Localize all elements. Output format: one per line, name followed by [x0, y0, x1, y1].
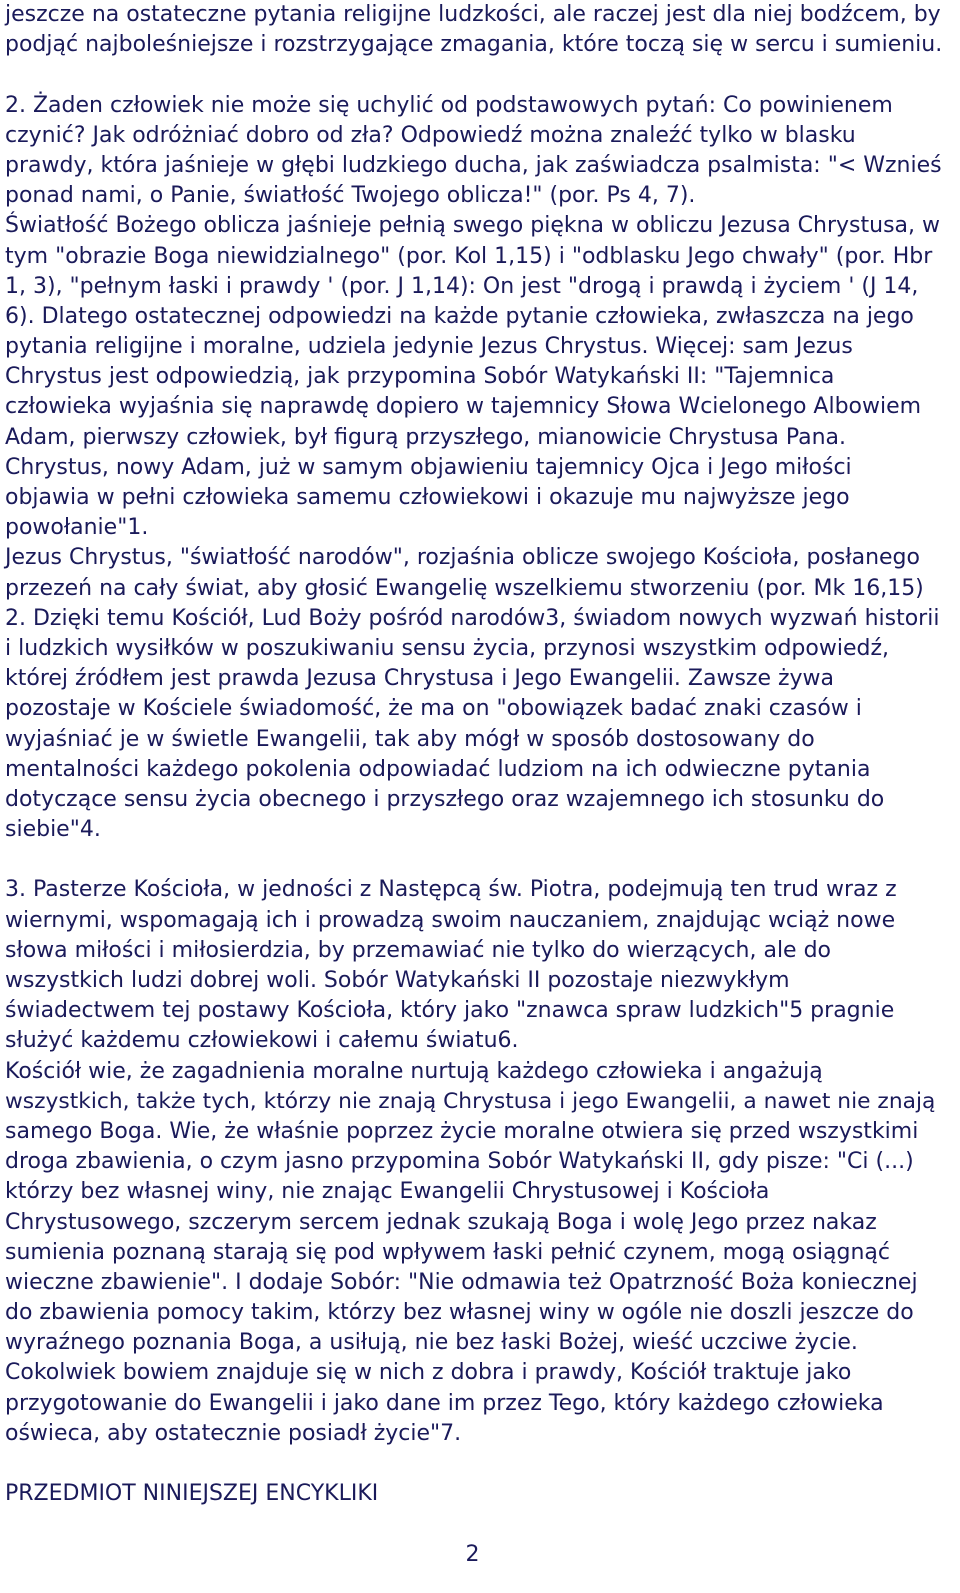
- text-line: prawdy, która jaśnieje w głębi ludzkiego ducha, jak zaświadcza psalmista: "< Wznieś: [5, 152, 942, 178]
- blank-line: [5, 60, 945, 90]
- text-line: tym "obrazie Boga niewidzialnego" (por. Kol 1,15) i "odblasku Jego chwały" (por. Hbr: [5, 243, 933, 269]
- text-line: Kościół wie, że zagadnienia moralne nurtują każdego człowieka i angażują: [5, 1058, 823, 1084]
- text-line: wszystkich, także tych, którzy nie znają Chrystusa i jego Ewangelii, a nawet nie znają: [5, 1088, 936, 1114]
- text-line: PRZEDMIOT NINIEJSZEJ ENCYKLIKI: [5, 1481, 379, 1507]
- text-line: 3. Pasterze Kościoła, w jedności z Następcą św. Piotra, podejmują ten trud wraz z: [5, 877, 897, 903]
- text-line: powołanie"1.: [5, 515, 149, 541]
- text-line: 1, 3), "pełnym łaski i prawdy ' (por. J 1,14): On jest "drogą i prawdą i życiem ' (J 14,: [5, 273, 919, 299]
- text-line: sumienia poznaną starają się pod wpływem łaski pełnić czynem, mogą osiągnąć: [5, 1239, 891, 1265]
- text-line: samego Boga. Wie, że właśnie poprzez życie moralne otwiera się przed wszystkimi: [5, 1118, 919, 1144]
- text-line: droga zbawienia, o czym jasno przypomina Sobór Watykański II, gdy pisze: "Ci (...): [5, 1149, 914, 1175]
- text-line: Cokolwiek bowiem znajduje się w nich z dobra i prawdy, Kościół traktuje jako: [5, 1360, 852, 1386]
- text-line: wieczne zbawienie". I dodaje Sobór: "Nie odmawia też Opatrzność Boża koniecznej: [5, 1269, 918, 1295]
- text-line: Chrystus jest odpowiedzią, jak przypomina Sobór Watykański II: "Tajemnica: [5, 364, 835, 390]
- text-line: 2. Żaden człowiek nie może się uchylić od podstawowych pytań: Co powinienem: [5, 92, 893, 118]
- text-line: wiernymi, wspomagają ich i prowadzą swoim nauczaniem, znajdując wciąż nowe: [5, 907, 896, 933]
- document-page: [5, 0, 945, 1509]
- document-text-body: [5, 0, 945, 1509]
- text-line: dotyczące sensu życia obecnego i przyszłego oraz wzajemnego ich stosunku do: [5, 786, 885, 812]
- blank-line: [5, 845, 945, 875]
- text-line: Światłość Bożego oblicza jaśnieje pełnią swego piękna w obliczu Jezusa Chrystusa, w: [5, 213, 940, 239]
- text-line: pozostaje w Kościele świadomość, że ma on "obowiązek badać znaki czasów i: [5, 696, 862, 722]
- text-line: świadectwem tej postawy Kościoła, który jako "znawca spraw ludzkich"5 pragnie: [5, 998, 895, 1024]
- text-line: przygotowanie do Ewangelii i jako dane im przez Tego, który każdego człowieka: [5, 1390, 884, 1416]
- blank-line: [5, 1449, 945, 1479]
- text-line: której źródłem jest prawda Jezusa Chrystusa i Jego Ewangelii. Zawsze żywa: [5, 666, 835, 692]
- text-line: 6). Dlatego ostatecznej odpowiedzi na każde pytanie człowieka, zwłaszcza na jego: [5, 303, 914, 329]
- text-line: do zbawienia pomocy takim, którzy bez własnej winy w ogóle nie doszli jeszcze do: [5, 1300, 914, 1326]
- text-line: objawia w pełni człowieka samemu człowiekowi i okazuje mu najwyższe jego: [5, 485, 850, 510]
- text-line: i ludzkich wysiłków w poszukiwaniu sensu życia, przynosi wszystkim odpowiedź,: [5, 635, 889, 661]
- text-line: mentalności każdego pokolenia odpowiadać ludziom na ich odwieczne pytania: [5, 756, 871, 782]
- text-line: siebie"4.: [5, 817, 101, 843]
- text-line: wszystkich ludzi dobrej woli. Sobór Watykański II pozostaje niezwykłym: [5, 968, 790, 993]
- text-line: oświeca, aby ostatecznie posiadł życie"7.: [5, 1420, 462, 1446]
- text-line: ponad nami, o Panie, światłość Twojego oblicza!" (por. Ps 4, 7).: [5, 183, 696, 209]
- text-line: przezeń na cały świat, aby głosić Ewangelię wszelkiemu stworzeniu (por. Mk 16,15): [5, 575, 924, 601]
- text-line: 2. Dzięki temu Kościół, Lud Boży pośród narodów3, świadom nowych wyzwań historii: [5, 605, 940, 631]
- text-line: podjąć najboleśniejsze i rozstrzygające zmagania, które toczą się w sercu i sumieniu.: [5, 32, 943, 58]
- text-line: Jezus Chrystus, "światłość narodów", rozjaśnia oblicze swojego Kościoła, posłanego: [5, 545, 920, 571]
- text-line: wyjaśniać je w świetle Ewangelii, tak aby mógł w sposób dostosowany do: [5, 726, 815, 752]
- text-line: wyraźnego poznania Boga, a usiłują, nie bez łaski Bożej, wieść uczciwe życie.: [5, 1330, 858, 1356]
- text-line: Chrystus, nowy Adam, już w samym objawieniu tajemnicy Ojca i Jego miłości: [5, 454, 852, 480]
- text-line: Adam, pierwszy człowiek, był figurą przyszłego, mianowicie Chrystusa Pana.: [5, 424, 847, 450]
- text-line: czynić? Jak odróżniać dobro od zła? Odpowiedź można znaleźć tylko w blasku: [5, 122, 856, 148]
- text-line: którzy bez własnej winy, nie znając Ewangelii Chrystusowej i Kościoła: [5, 1179, 770, 1205]
- text-line: służyć każdemu człowiekowi i całemu światu6.: [5, 1028, 519, 1054]
- text-line: Chrystusowego, szczerym sercem jednak szukają Boga i wolę Jego przez nakaz: [5, 1209, 877, 1235]
- text-line: słowa miłości i miłosierdzia, by przemawiać nie tylko do wierzących, ale do: [5, 937, 832, 963]
- text-line: pytania religijne i moralne, udziela jedynie Jezus Chrystus. Więcej: sam Jezus: [5, 334, 853, 360]
- text-line: jeszcze na ostateczne pytania religijne ludzkości, ale raczej jest dla niej bodźcem, by: [5, 2, 941, 27]
- page-number: 2: [465, 1542, 480, 1567]
- text-line: człowieka wyjaśnia się naprawdę dopiero w tajemnicy Słowa Wcielonego Albowiem: [5, 394, 922, 420]
